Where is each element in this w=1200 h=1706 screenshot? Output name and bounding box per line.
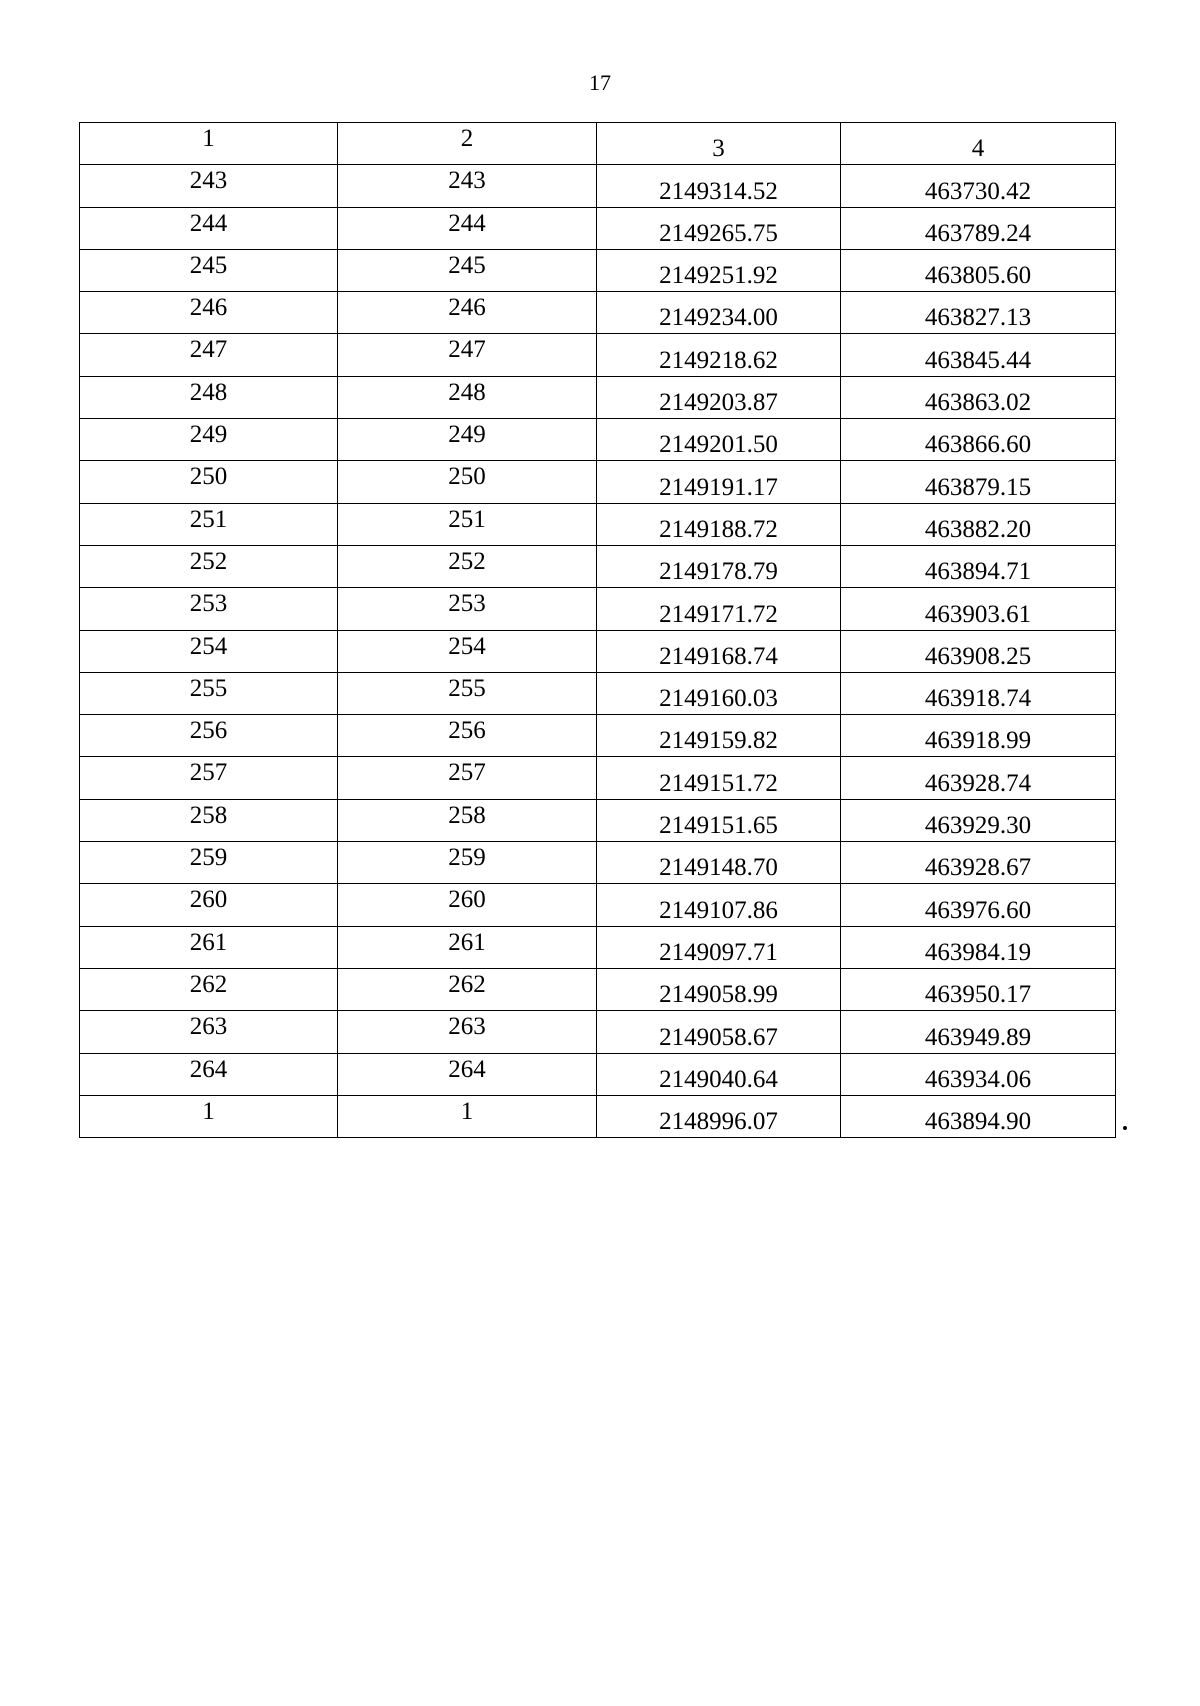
y-coordinate-cell: 463827.13 — [841, 292, 1116, 334]
point-id-cell: 254 — [338, 630, 597, 672]
x-coordinate-cell: 2149314.52 — [597, 165, 841, 207]
y-coordinate-cell: 463894.71 — [841, 545, 1116, 587]
point-id-cell: 252 — [338, 545, 597, 587]
x-coordinate-cell: 2149265.75 — [597, 207, 841, 249]
table-row — [80, 376, 1116, 418]
point-number-cell: 258 — [80, 799, 338, 841]
point-number-cell: 259 — [80, 842, 338, 884]
y-coordinate-cell: 463730.42 — [841, 165, 1116, 207]
y-coordinate-cell: 463918.74 — [841, 672, 1116, 714]
point-id-cell: 247 — [338, 334, 597, 376]
point-number-cell: 261 — [80, 926, 338, 968]
table-row — [80, 461, 1116, 503]
table-header-row — [80, 123, 1116, 165]
x-coordinate-cell: 2149160.03 — [597, 672, 841, 714]
x-coordinate-cell: 2148996.07 — [597, 1095, 841, 1137]
y-coordinate-cell: 463894.90 — [841, 1095, 1116, 1137]
y-coordinate-cell: 463929.30 — [841, 799, 1116, 841]
point-id-cell: 264 — [338, 1053, 597, 1095]
point-number-cell: 243 — [80, 165, 338, 207]
table-row — [80, 503, 1116, 545]
x-coordinate-cell: 2149191.17 — [597, 461, 841, 503]
x-coordinate-cell: 2149151.65 — [597, 799, 841, 841]
table-row — [80, 842, 1116, 884]
x-coordinate-cell: 2149171.72 — [597, 588, 841, 630]
point-number-cell: 262 — [80, 968, 338, 1010]
header-cell-3: 3 — [597, 123, 841, 165]
point-number-cell: 247 — [80, 334, 338, 376]
point-number-cell: 251 — [80, 503, 338, 545]
y-coordinate-cell: 463928.74 — [841, 757, 1116, 799]
page-number: 17 — [589, 70, 611, 95]
x-coordinate-cell: 2149058.99 — [597, 968, 841, 1010]
table-row — [80, 630, 1116, 672]
table-row — [80, 884, 1116, 926]
point-id-cell: 251 — [338, 503, 597, 545]
point-id-cell: 248 — [338, 376, 597, 418]
point-id-cell: 245 — [338, 249, 597, 291]
table-row — [80, 1053, 1116, 1095]
point-number-cell: 257 — [80, 757, 338, 799]
point-id-cell: 261 — [338, 926, 597, 968]
y-coordinate-cell: 463908.25 — [841, 630, 1116, 672]
point-number-cell: 255 — [80, 672, 338, 714]
x-coordinate-cell: 2149251.92 — [597, 249, 841, 291]
coordinates-table — [79, 122, 1116, 1138]
point-number-cell: 256 — [80, 715, 338, 757]
x-coordinate-cell: 2149148.70 — [597, 842, 841, 884]
y-coordinate-cell: 463879.15 — [841, 461, 1116, 503]
point-id-cell: 256 — [338, 715, 597, 757]
point-number-cell: 250 — [80, 461, 338, 503]
point-number-cell: 254 — [80, 630, 338, 672]
point-id-cell: 260 — [338, 884, 597, 926]
x-coordinate-cell: 2149107.86 — [597, 884, 841, 926]
point-number-cell: 246 — [80, 292, 338, 334]
x-coordinate-cell: 2149159.82 — [597, 715, 841, 757]
x-coordinate-cell: 2149058.67 — [597, 1011, 841, 1053]
point-number-cell: 263 — [80, 1011, 338, 1053]
point-number-cell: 244 — [80, 207, 338, 249]
point-id-cell: 246 — [338, 292, 597, 334]
point-id-cell: 253 — [338, 588, 597, 630]
y-coordinate-cell: 463984.19 — [841, 926, 1116, 968]
point-id-cell: 263 — [338, 1011, 597, 1053]
point-id-cell: 249 — [338, 419, 597, 461]
y-coordinate-cell: 463845.44 — [841, 334, 1116, 376]
y-coordinate-cell: 463805.60 — [841, 249, 1116, 291]
y-coordinate-cell: 463949.89 — [841, 1011, 1116, 1053]
point-number-cell: 252 — [80, 545, 338, 587]
x-coordinate-cell: 2149201.50 — [597, 419, 841, 461]
x-coordinate-cell: 2149097.71 — [597, 926, 841, 968]
table-row — [80, 1095, 1116, 1137]
y-coordinate-cell: 463934.06 — [841, 1053, 1116, 1095]
y-coordinate-cell: 463882.20 — [841, 503, 1116, 545]
x-coordinate-cell: 2149234.00 — [597, 292, 841, 334]
point-number-cell: 260 — [80, 884, 338, 926]
table-row — [80, 334, 1116, 376]
point-number-cell: 1 — [80, 1095, 338, 1137]
y-coordinate-cell: 463950.17 — [841, 968, 1116, 1010]
point-number-cell: 248 — [80, 376, 338, 418]
x-coordinate-cell: 2149151.72 — [597, 757, 841, 799]
point-id-cell: 259 — [338, 842, 597, 884]
point-id-cell: 257 — [338, 757, 597, 799]
point-id-cell: 1 — [338, 1095, 597, 1137]
y-coordinate-cell: 463866.60 — [841, 419, 1116, 461]
table-row — [80, 165, 1116, 207]
header-cell-2: 2 — [338, 123, 597, 165]
y-coordinate-cell: 463918.99 — [841, 715, 1116, 757]
x-coordinate-cell: 2149178.79 — [597, 545, 841, 587]
y-coordinate-cell: 463789.24 — [841, 207, 1116, 249]
point-id-cell: 262 — [338, 968, 597, 1010]
x-coordinate-cell: 2149188.72 — [597, 503, 841, 545]
point-number-cell: 264 — [80, 1053, 338, 1095]
x-coordinate-cell: 2149040.64 — [597, 1053, 841, 1095]
point-id-cell: 255 — [338, 672, 597, 714]
table-body — [80, 165, 1116, 1138]
point-number-cell: 253 — [80, 588, 338, 630]
header-cell-1: 1 — [80, 123, 338, 165]
header-cell-4: 4 — [841, 123, 1116, 165]
table-row — [80, 715, 1116, 757]
point-id-cell: 258 — [338, 799, 597, 841]
table-row — [80, 249, 1116, 291]
table-row — [80, 292, 1116, 334]
y-coordinate-cell: 463863.02 — [841, 376, 1116, 418]
y-coordinate-cell: 463903.61 — [841, 588, 1116, 630]
table-row — [80, 588, 1116, 630]
table-row — [80, 926, 1116, 968]
table-row — [80, 799, 1116, 841]
table-row — [80, 968, 1116, 1010]
table-row — [80, 419, 1116, 461]
x-coordinate-cell: 2149203.87 — [597, 376, 841, 418]
y-coordinate-cell: 463976.60 — [841, 884, 1116, 926]
table-row — [80, 672, 1116, 714]
table-row — [80, 1011, 1116, 1053]
point-id-cell: 243 — [338, 165, 597, 207]
point-number-cell: 249 — [80, 419, 338, 461]
table-row — [80, 545, 1116, 587]
table-row — [80, 207, 1116, 249]
table-row — [80, 757, 1116, 799]
x-coordinate-cell: 2149218.62 — [597, 334, 841, 376]
stray-dot-mark — [1123, 1126, 1127, 1130]
point-number-cell: 245 — [80, 249, 338, 291]
point-id-cell: 250 — [338, 461, 597, 503]
table-header — [80, 123, 1116, 165]
x-coordinate-cell: 2149168.74 — [597, 630, 841, 672]
point-id-cell: 244 — [338, 207, 597, 249]
y-coordinate-cell: 463928.67 — [841, 842, 1116, 884]
